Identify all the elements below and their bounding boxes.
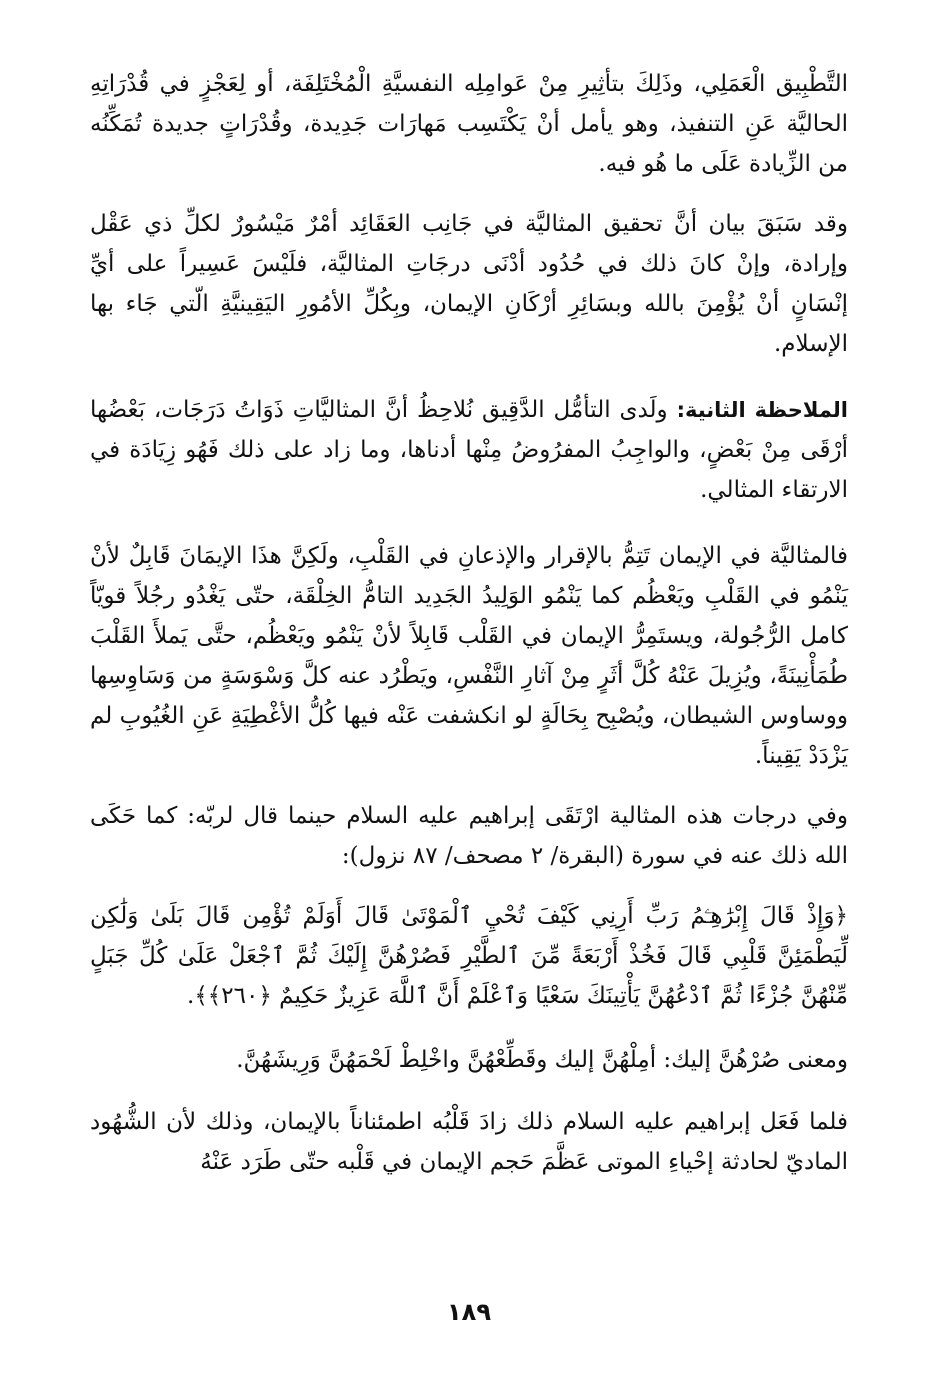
note-label: الملاحظة الثانية: [676, 398, 849, 422]
paragraph-5: وفي درجات هذه المثالية ارْتَقَى إبراهيم عليه السلام حينما قال لربّه: كما حَكَى الله ذلك عنه في سورة (البقرة/ ٢ مصحف/ ٨٧ نزول): [90, 803, 848, 869]
paragraph-7: فلما فَعَل إبراهيم عليه السلام ذلك زادَ قَلْبُه اطمئناناً بالإيمان، وذلك لأن الشُّهُود الماديّ لحادثة إحْياءِ الموتى عَظَّمَ حَجم الإيمان في قَلْبه حتّى طَرَد عَنْهُ [90, 1109, 848, 1175]
quran-verse: ﴿وَإِذْ قَالَ إِبْرَٰهِـۧمُ رَبِّ أَرِنِي كَيْفَ تُحْيِ ٱلْمَوْتَىٰ قَالَ أَوَلَمْ تُؤْمِن قَالَ بَلَىٰ وَلَٰكِن لِّيَطْمَئِنَّ قَلْبِي قَالَ فَخُذْ أَرْبَعَةً مِّنَ ٱلطَّيْرِ فَصُرْهُنَّ إِلَيْكَ ثُمَّ ٱجْعَلْ عَلَىٰ كُلِّ جَبَلٍ مِّنْهُنَّ جُزْءًا ثُمَّ ٱدْعُهُنَّ يَأْتِينَكَ سَعْيًا وَٱعْلَمْ أَنَّ ٱللَّهَ عَزِيزٌ حَكِيمٌ ﴿٢٦٠﴾﴾. [90, 903, 848, 1009]
paragraph-3-text: ولَدى التأمُّل الدَّقِيق نُلاحِظُ أنَّ المثاليَّاتِ ذَوَاتُ دَرَجَات، بَعْضُها أرْقَى مِنْ بَعْضٍ، والواجِبُ المفرُوضُ مِنْها أدناها، وما زاد على ذلك فَهُو زِيَادَة في الارتقاء المثالي. [90, 397, 848, 503]
paragraph-6: ومعنى صُرْهُنَّ إليك: أمِلْهُنَّ إليك وقَطِّعْهُنَّ واخْلِطْ لَحْمَهُنَّ وَرِيشَهُنَّ. [236, 1047, 848, 1073]
page-body [90, 64, 848, 1348]
paragraph-4: فالمثاليَّة في الإيمان تَتِمُّ بالإقرار والإذعانِ في القَلْبِ، ولَكِنَّ هذَا الإيمَانَ قَابِلٌ لأنْ يَنْمُو في القَلْبِ ويَعْظُم كما يَنْمُو الوَلِيدُ الجَدِيد التامُّ الخِلْقَة، حتّى يَغْدُو رجُلاً قويّاً كامل الرُّجُولة، ويستَمِرُّ الإيمان في القَلْب قَابِلاً لأنْ يَنْمُو ويَعْظُم، حتَّى يَملأَ القَلْبَ طُمَأْنِينَةً، ويُزِيلَ عَنْهُ كُلَّ أثَرٍ مِنْ آثارِ النَّفْسِ، ويَطْرُد عنه كلَّ وَسْوَسَةٍ من وَسَاوِسِها ووساوس الشيطان، ويُصْبِح بِحَالَةٍ لو انكشفت عَنْه فيها كُلُّ الأغْطِيَةِ عَنِ الغُيُوبِ لم يَزْدَدْ يَقِيناً. [90, 543, 848, 769]
paragraph-2: وقد سَبَقَ بيان أنَّ تحقيق المثاليَّة في جَانِب العَقَائِد أمْرٌ مَيْسُورٌ لكلِّ ذي عَقْل وإرادة، وإنْ كانَ ذلك في حُدُود أدْنَى درجَاتِ المثاليَّة، فلَيْسَ عَسِيراً على أيِّ إنْسَانٍ أنْ يُؤْمِنَ بالله وبسَائِرِ أرْكَانِ الإيمان، وبِكُلِّ الأمُورِ اليَقِينيَّةِ الّتي جَاء بها الإسلام. [90, 211, 848, 357]
paragraph-1: التَّطْبِيق الْعَمَلِي، وذَلِكَ بتأثِيرِ مِنْ عَوامِلِه النفسيَّةِ الْمُخْتَلِفَة، أو لِعَجْزٍ في قُدْرَاتِهِ الحاليَّة عَنِ التنفيذ، وهو يأمل أنْ يَكْتَسِب مَهارَات جَدِيدة، وقُدْرَاتٍ جديدة تُمَكِّنُه من الزِّيادة عَلَى ما هُو فيه. [90, 71, 848, 177]
paragraph-3 [90, 390, 848, 510]
page-number: ١٨٩ [447, 1298, 491, 1326]
